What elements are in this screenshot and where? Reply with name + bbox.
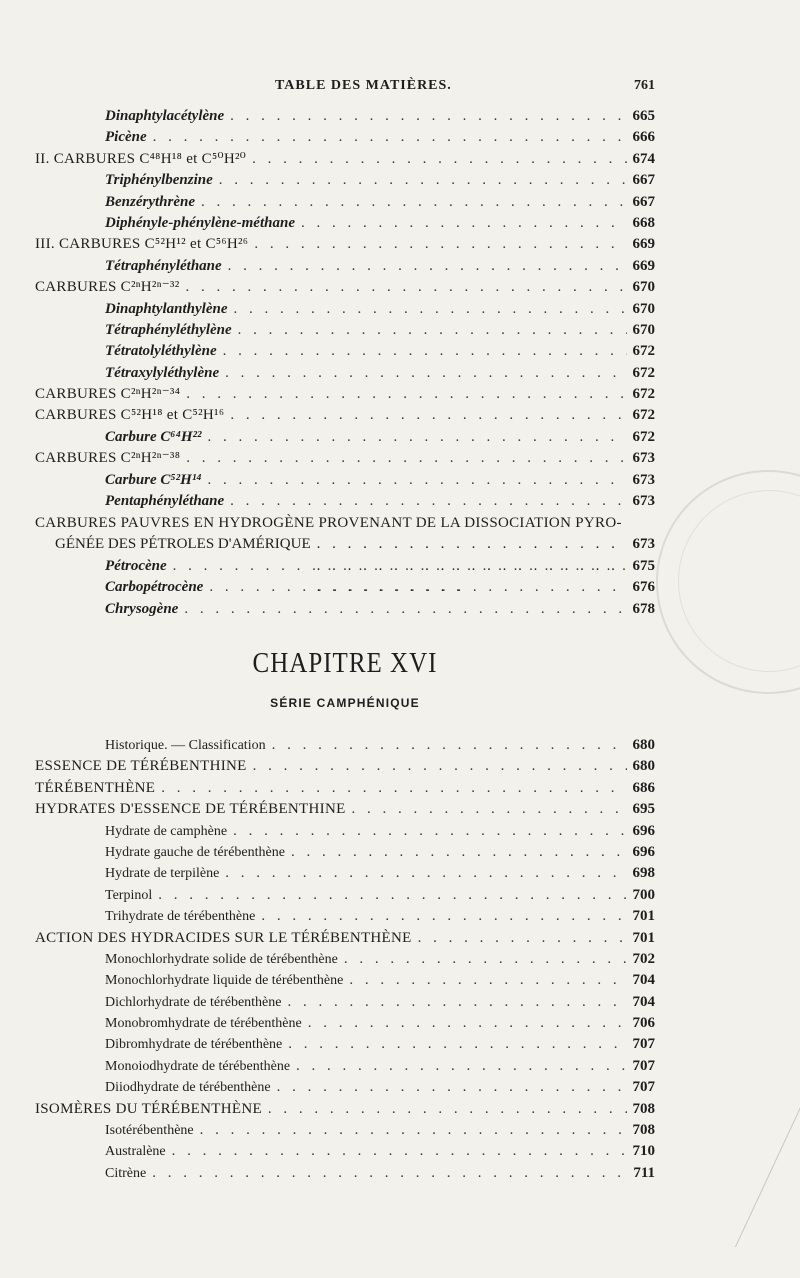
leader-dots bbox=[186, 448, 626, 469]
toc-entry bbox=[35, 599, 655, 620]
toc-entry-label: Dichlorhydrate de térébenthène bbox=[105, 994, 282, 1010]
header-page-number: 761 bbox=[634, 78, 655, 93]
toc-entry-page: 666 bbox=[632, 129, 655, 146]
leader-dots bbox=[233, 821, 626, 842]
toc-entry-label: Monoiodhydrate de térébenthène bbox=[105, 1058, 291, 1074]
leader-dots bbox=[287, 992, 626, 1013]
toc-entry-label: Tétratolyléthylène bbox=[105, 343, 217, 360]
toc-entry-page: 669 bbox=[632, 257, 655, 274]
leader-dots bbox=[234, 299, 627, 320]
toc-entry bbox=[35, 127, 655, 148]
chapter-subtitle: SÉRIE CAMPHÉNIQUE bbox=[270, 696, 420, 710]
toc-entry bbox=[35, 1141, 655, 1162]
toc-entry-label: Dinaphtylacétylène bbox=[105, 108, 225, 124]
toc-entry bbox=[35, 384, 655, 405]
leader-dots bbox=[291, 842, 627, 863]
toc-entry-page: 673 bbox=[632, 471, 655, 488]
toc-entry-page: 673 bbox=[632, 450, 655, 467]
toc-entry-page: 708 bbox=[632, 1100, 655, 1117]
leader-dots bbox=[209, 577, 626, 598]
toc-entry bbox=[35, 277, 655, 298]
toc-entry-page: 706 bbox=[632, 1015, 655, 1032]
toc-entry-page: 673 bbox=[632, 493, 655, 510]
running-header bbox=[35, 78, 655, 98]
toc-entry-page: 702 bbox=[632, 950, 655, 967]
toc-entry-label: Citrène bbox=[105, 1165, 147, 1181]
toc-entry-label: GÉNÉE DES PÉTROLES D'AMÉRIQUE bbox=[55, 536, 311, 553]
leader-dots bbox=[161, 778, 626, 799]
page-crease bbox=[699, 1049, 800, 1248]
toc-entry bbox=[35, 470, 655, 491]
toc-entry-label: II. CARBURES C⁴⁸H¹⁸ et C⁵⁰H²⁰ bbox=[35, 150, 247, 167]
toc-entry-label: Hydrate de camphène bbox=[105, 823, 228, 839]
leader-dots bbox=[200, 1120, 627, 1141]
leader-dots bbox=[418, 928, 627, 949]
leader-dots bbox=[208, 470, 627, 491]
toc-entry-page: 678 bbox=[632, 600, 655, 617]
leader-dots bbox=[172, 1141, 627, 1162]
toc-entry-page: 670 bbox=[632, 321, 655, 338]
toc-entry-page: 676 bbox=[632, 579, 655, 596]
toc-entry-label: Monochlorhydrate solide de térébenthène bbox=[105, 951, 338, 967]
toc-entry bbox=[35, 970, 655, 991]
toc-entry-page: 674 bbox=[632, 150, 655, 167]
leader-dots bbox=[238, 320, 627, 341]
leader-dots bbox=[252, 149, 626, 170]
toc-entry bbox=[35, 906, 655, 927]
toc-entry-label: Tétraxylyléthylène bbox=[105, 364, 220, 381]
toc-entry-page: 701 bbox=[632, 929, 655, 946]
toc-entry-label: ISOMÈRES DU TÉRÉBENTHÈNE bbox=[35, 1100, 262, 1117]
leader-dots bbox=[230, 491, 626, 512]
toc-entry-page: 680 bbox=[632, 758, 655, 775]
toc-entry bbox=[35, 778, 655, 799]
toc-entry-page: 707 bbox=[632, 1036, 655, 1053]
toc-entry-page: 667 bbox=[632, 172, 655, 189]
toc-entry bbox=[35, 299, 655, 320]
toc-entry-page: 673 bbox=[632, 536, 655, 553]
toc-entry-label: Monobromhydrate de térébenthène bbox=[105, 1016, 302, 1032]
toc-entry bbox=[35, 842, 655, 863]
leader-dots bbox=[277, 1077, 627, 1098]
toc-section-mid bbox=[35, 556, 655, 620]
toc-entry bbox=[35, 577, 655, 598]
leader-dots bbox=[228, 256, 627, 277]
toc-entry bbox=[35, 992, 655, 1013]
leader-dots bbox=[219, 170, 627, 191]
toc-entry bbox=[35, 192, 655, 213]
toc-entry bbox=[35, 1013, 655, 1034]
toc-entry bbox=[35, 234, 655, 255]
toc-entry-page: 672 bbox=[632, 407, 655, 424]
toc-entry-page: 672 bbox=[632, 364, 655, 381]
toc-entry-page: 704 bbox=[632, 993, 655, 1010]
leader-dots bbox=[186, 384, 626, 405]
leader-dots bbox=[223, 341, 627, 362]
toc-wrapped-entry bbox=[35, 513, 655, 556]
toc-entry-label: Monochlorhydrate liquide de térébenthène bbox=[105, 973, 344, 989]
header-title: TABLE DES MATIÈRES. bbox=[275, 78, 452, 93]
toc-entry-page: 710 bbox=[632, 1143, 655, 1160]
toc-entry-label: Carbure C⁵²H¹⁴ bbox=[105, 471, 202, 488]
toc-entry-label: Diphényle-phénylène-méthane bbox=[105, 214, 295, 231]
toc-entry-label: Tétraphényléthane bbox=[105, 257, 222, 274]
toc-entry-label: Dinaphtylanthylène bbox=[105, 300, 228, 317]
toc-entry bbox=[35, 885, 655, 906]
leader-dots bbox=[186, 277, 627, 298]
toc-entry-label: Pétrocène bbox=[105, 558, 167, 574]
toc-entry bbox=[35, 1120, 655, 1141]
toc-entry-page: 698 bbox=[632, 865, 655, 882]
toc-entry bbox=[35, 405, 655, 426]
toc-entry-page: 708 bbox=[632, 1122, 655, 1139]
leader-dots bbox=[225, 363, 626, 384]
leader-dots bbox=[184, 599, 626, 620]
toc-entry-label: Chrysogène bbox=[105, 600, 179, 617]
toc-entry-label: Hydrate gauche de térébenthène bbox=[105, 844, 285, 860]
toc-entry-page: 700 bbox=[632, 886, 655, 903]
toc-entry bbox=[35, 799, 655, 820]
leader-dots bbox=[225, 863, 626, 884]
toc-entry-page: 704 bbox=[632, 972, 655, 989]
leader-dots bbox=[153, 127, 627, 148]
leader-dots bbox=[301, 213, 627, 234]
toc-entry-page: 670 bbox=[632, 300, 655, 317]
toc-entry-label: Picène bbox=[105, 129, 147, 146]
toc-entry bbox=[35, 427, 655, 448]
toc-entry-label: Benzérythrène bbox=[105, 193, 195, 210]
leader-dots bbox=[208, 427, 627, 448]
toc-entry-label: CARBURES PAUVRES EN HYDROGÈNE PROVENANT DE LA DISSOCIATION PYRO- bbox=[35, 515, 622, 531]
toc-entry-label: CARBURES C²ⁿH²ⁿ⁻³⁸ bbox=[35, 450, 181, 467]
toc-entry-page: 672 bbox=[632, 428, 655, 445]
leader-dots bbox=[201, 192, 627, 213]
toc-entry-label: HYDRATES D'ESSENCE DE TÉRÉBENTHINE bbox=[35, 801, 346, 818]
toc-entry-page: 695 bbox=[632, 801, 655, 818]
toc-entry bbox=[35, 863, 655, 884]
leader-dots bbox=[308, 1013, 627, 1034]
leader-dots bbox=[152, 1163, 627, 1184]
toc-entry-label: ACTION DES HYDRACIDES SUR LE TÉRÉBENTHÈNE bbox=[35, 929, 412, 946]
toc-entry-page: 701 bbox=[632, 908, 655, 925]
toc-entry-page: 675 bbox=[632, 558, 655, 574]
toc-entry-page: 669 bbox=[632, 236, 655, 253]
leader-dots bbox=[230, 106, 626, 127]
toc-entry bbox=[35, 1034, 655, 1055]
toc-entry-label: TÉRÉBENTHÈNE bbox=[35, 779, 156, 796]
leader-dots bbox=[268, 1099, 627, 1120]
toc-entry-label: Trihydrate de térébenthène bbox=[105, 909, 256, 925]
toc-entry-page: 707 bbox=[632, 1079, 655, 1096]
toc-entry-label: CARBURES C⁵²H¹⁸ et C⁵²H¹⁶ bbox=[35, 407, 225, 424]
toc-entry bbox=[35, 448, 655, 469]
toc-entry-label: CARBURES C²ⁿH²ⁿ⁻³⁴ bbox=[35, 386, 181, 403]
toc-entry bbox=[35, 106, 655, 127]
toc-entry-label: Tétraphényléthylène bbox=[105, 321, 232, 338]
toc-entry bbox=[35, 256, 655, 277]
toc-entry bbox=[35, 928, 655, 949]
leader-dots bbox=[349, 970, 626, 991]
toc-entry bbox=[35, 949, 655, 970]
leader-dots bbox=[173, 556, 627, 577]
toc-entry bbox=[35, 341, 655, 362]
toc-entry-label: Isotérébenthène bbox=[105, 1123, 194, 1139]
toc-entry bbox=[35, 491, 655, 512]
leader-dots bbox=[230, 405, 626, 426]
leader-dots bbox=[254, 234, 626, 255]
toc-entry-label: Terpinol bbox=[105, 887, 153, 903]
toc-entry-page: 711 bbox=[633, 1164, 655, 1181]
toc-entry-page: 667 bbox=[632, 193, 655, 210]
toc-entry-label: ESSENCE DE TÉRÉBENTHINE bbox=[35, 758, 247, 775]
toc-entry-page: 707 bbox=[632, 1057, 655, 1074]
toc-entry bbox=[35, 213, 655, 234]
toc-entry-label: Australène bbox=[105, 1144, 166, 1160]
toc-entry-label: CARBURES C²ⁿH²ⁿ⁻³² bbox=[35, 279, 180, 296]
toc-entry-page: 696 bbox=[632, 822, 655, 839]
toc-entry bbox=[35, 1056, 655, 1077]
leader-dots bbox=[272, 735, 627, 756]
toc-entry-label: Historique. — Classification bbox=[105, 738, 266, 753]
toc-entry-continuation bbox=[35, 534, 655, 555]
leader-dots bbox=[352, 799, 627, 820]
toc-entry-label: Hydrate de terpilène bbox=[105, 866, 220, 882]
toc-entry bbox=[35, 170, 655, 191]
toc-entry bbox=[35, 1163, 655, 1184]
toc-entry-label: Carbopétrocène bbox=[105, 579, 204, 596]
toc-entry-page: 668 bbox=[632, 214, 655, 231]
toc-entry bbox=[35, 363, 655, 384]
toc-entry bbox=[35, 320, 655, 341]
toc-entry-page: 665 bbox=[632, 108, 655, 124]
leader-dots bbox=[253, 756, 627, 777]
toc-entry bbox=[35, 821, 655, 842]
toc-entry-page: 680 bbox=[632, 737, 655, 753]
toc-entry bbox=[35, 1099, 655, 1120]
toc-entry bbox=[35, 1077, 655, 1098]
toc-entry-page: 686 bbox=[632, 779, 655, 796]
toc-entry bbox=[35, 735, 655, 756]
toc-entry-page: 672 bbox=[632, 343, 655, 360]
toc-entry-label: Triphénylbenzine bbox=[105, 172, 213, 189]
leader-dots bbox=[288, 1034, 626, 1055]
toc-entry bbox=[35, 149, 655, 170]
toc-entry-page: 670 bbox=[632, 279, 655, 296]
toc-entry bbox=[35, 756, 655, 777]
toc-entry-label: Dibromhydrate de térébenthène bbox=[105, 1037, 283, 1053]
toc-entry-label: Carbure C⁶⁴H²² bbox=[105, 428, 202, 445]
toc-entry-label: Diiodhydrate de térébenthène bbox=[105, 1080, 271, 1096]
toc-entry bbox=[35, 556, 655, 577]
leader-dots bbox=[344, 949, 627, 970]
toc-entry-label: Pentaphényléthane bbox=[105, 493, 225, 510]
toc-entry-page: 696 bbox=[632, 843, 655, 860]
leader-dots bbox=[261, 906, 626, 927]
toc-entry bbox=[35, 513, 655, 534]
leader-dots bbox=[158, 885, 626, 906]
toc-entry-label: III. CARBURES C⁵²H¹² et C⁵⁶H²⁶ bbox=[35, 236, 249, 253]
toc-section-bottom bbox=[35, 735, 655, 1184]
toc-entry-page: 672 bbox=[632, 386, 655, 403]
chapter-title: CHAPITRE XVI bbox=[252, 647, 438, 679]
leader-dots bbox=[296, 1056, 626, 1077]
toc-section-top bbox=[35, 106, 655, 512]
